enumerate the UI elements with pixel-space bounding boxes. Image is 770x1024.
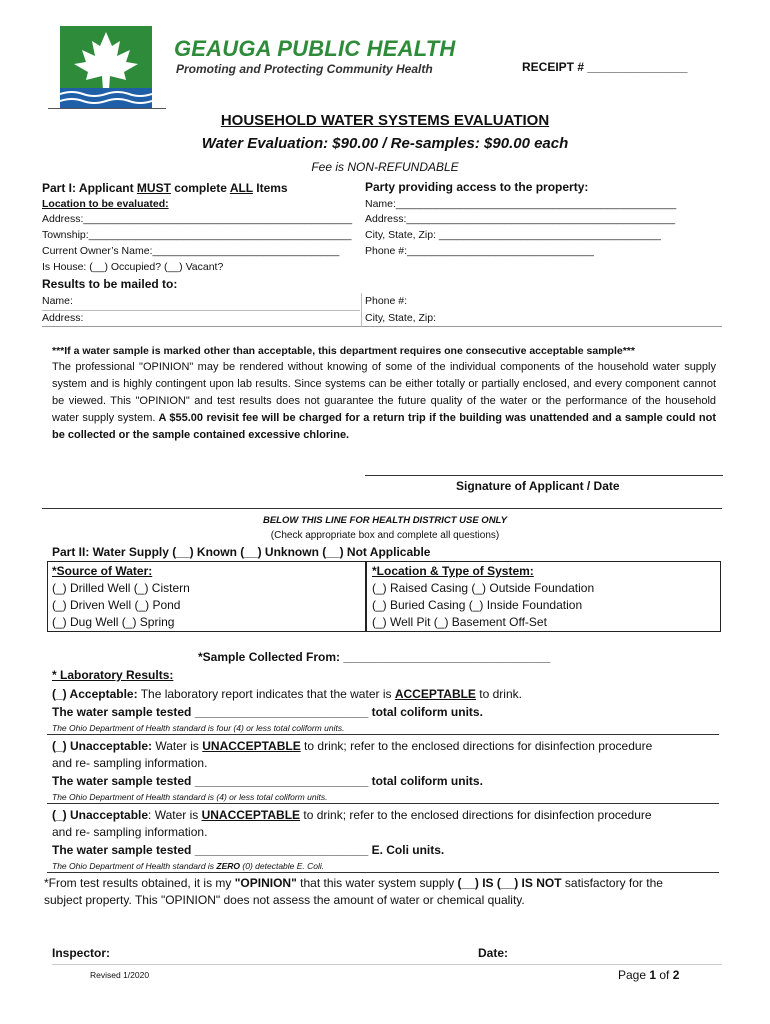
opinion-statement[interactable]: *From test results obtained, it is my "OPINION" that this water system supply (__) IS (__) IS NOT satisfactory for the (44, 876, 663, 890)
system-location-box (365, 561, 721, 632)
district-divider (42, 508, 722, 509)
fee-subtitle: Water Evaluation: $90.00 / Re-samples: $90.00 each (201, 135, 569, 152)
org-name: GEAUGA PUBLIC HEALTH (174, 36, 456, 61)
coliform-result-field[interactable]: The water sample tested __________________________ total coliform units. (52, 774, 483, 788)
results-city-field[interactable]: City, State, Zip: (365, 312, 436, 324)
resample-note: and re- sampling information. (52, 825, 208, 839)
standard-note: The Ohio Department of Health standard is four (4) or less total coliform units. (52, 723, 345, 733)
results-heading: Results to be mailed to: (42, 277, 178, 291)
party-heading: Party providing access to the property: (365, 180, 589, 194)
results-phone-field[interactable]: Phone #: (365, 295, 408, 307)
divider (42, 326, 722, 327)
part1-heading: Part I: Applicant MUST complete ALL Items (42, 181, 288, 195)
tagline: Promoting and Protecting Community Health (176, 62, 433, 76)
location-row[interactable]: (_) Well Pit (_) Basement Off-Set (372, 615, 547, 629)
divider (47, 734, 719, 735)
unacceptable-option-ecoli[interactable]: (_) Unacceptable: Water is UNACCEPTABLE to drink; refer to the enclosed directions for disinfection procedure (52, 808, 652, 822)
date-field[interactable]: Date: (478, 946, 509, 960)
logo (60, 26, 152, 108)
location-row[interactable]: (_) Raised Casing (_) Outside Foundation (372, 581, 595, 595)
coliform-result-field[interactable]: The water sample tested __________________________ total coliform units. (52, 705, 483, 719)
township-field[interactable]: Township:_____________________________________________ (42, 229, 352, 241)
source-of-water-box (47, 561, 367, 632)
occupancy-field[interactable]: Is House: (__) Occupied? (__) Vacant? (42, 261, 224, 273)
results-name-field[interactable]: Name: (42, 295, 73, 307)
sample-notice: ***If a water sample is marked other than acceptable, this department requires one consecutive acceptable sample*** (52, 345, 635, 357)
receipt-number: RECEIPT # _______________ (522, 60, 688, 74)
page-number: Page 1 of 2 (618, 968, 680, 982)
resample-note: and re- sampling information. (52, 756, 208, 770)
divider (42, 310, 360, 311)
divider (47, 872, 719, 873)
revision-note: Revised 1/2020 (90, 970, 150, 980)
sample-collected-field[interactable]: *Sample Collected From: _______________________________ (198, 650, 551, 664)
location-label: Location to be evaluated: (42, 198, 169, 210)
part2-heading: Part II: Water Supply (__) Known (__) Unknown (__) Not Applicable (52, 545, 431, 559)
district-use-only: BELOW THIS LINE FOR HEALTH DISTRICT USE ONLY (262, 515, 507, 526)
fee-note: Fee is NON-REFUNDABLE (311, 160, 459, 174)
standard-note: The Ohio Department of Health standard is ZERO (0) detectable E. Coli. (52, 861, 325, 871)
signature-line (365, 475, 723, 476)
unacceptable-option-coliform[interactable]: (_) Unacceptable: Water is UNACCEPTABLE to drink; refer to the enclosed directions for disinfection procedure (52, 739, 653, 753)
opinion-disclaimer: The professional "OPINION" may be rendered without knowing of some of the individual components of the household water supply system and is highly contingent upon lab results. Since systems can be either totally or partially enclosed, and every component cannot be viewed. This "OPINION" and test results does not guarantee the future quality of the water or the performance of the household water supply system. A $55.00 revisit fee will be charged for a return trip if the building was unattended and a sample could not be collected or the sample contained excessive chlorine. (52, 361, 717, 441)
opinion-disclaimer-line: subject property. This "OPINION" does not assess the amount of water or chemical quality. (44, 893, 525, 907)
party-address-field[interactable]: Address:______________________________________________ (365, 213, 676, 225)
check-note: (Check appropriate box and complete all questions) (270, 530, 500, 541)
divider (361, 293, 362, 327)
standard-note: The Ohio Department of Health standard is (4) or less total coliform units. (52, 792, 328, 802)
lab-results-heading: * Laboratory Results: (52, 668, 174, 682)
results-address-field[interactable]: Address: (42, 312, 84, 324)
source-row[interactable]: (_) Drilled Well (_) Cistern (52, 581, 190, 595)
inspector-field[interactable]: Inspector: (52, 946, 111, 960)
divider (52, 964, 722, 965)
party-name-field[interactable]: Name:________________________________________________ (365, 198, 677, 210)
source-row[interactable]: (_) Dug Well (_) Spring (52, 615, 175, 629)
location-row[interactable]: (_) Buried Casing (_) Inside Foundation (372, 598, 583, 612)
divider (47, 803, 719, 804)
address-field[interactable]: Address:______________________________________________ (42, 213, 353, 225)
page-title: HOUSEHOLD WATER SYSTEMS EVALUATION (220, 112, 550, 129)
owner-name-field[interactable]: Current Owner’s Name:________________________________ (42, 245, 340, 257)
source-heading: *Source of Water: (52, 564, 153, 578)
location-type-heading: *Location & Type of System: (372, 564, 534, 578)
party-city-field[interactable]: City, State, Zip: ______________________________________ (365, 229, 661, 241)
acceptable-option[interactable]: (_) Acceptable: The laboratory report indicates that the water is ACCEPTABLE to drink. (52, 687, 522, 701)
logo-underline (48, 108, 166, 109)
signature-label: Signature of Applicant / Date (456, 479, 620, 493)
party-phone-field[interactable]: Phone #:________________________________ (365, 245, 594, 257)
ecoli-result-field[interactable]: The water sample tested __________________________ E. Coli units. (52, 843, 445, 857)
source-row[interactable]: (_) Driven Well (_) Pond (52, 598, 181, 612)
